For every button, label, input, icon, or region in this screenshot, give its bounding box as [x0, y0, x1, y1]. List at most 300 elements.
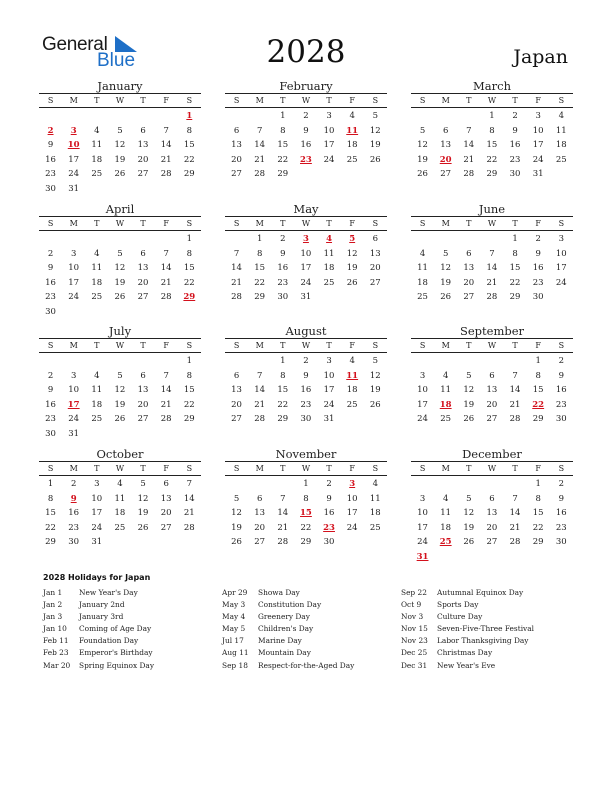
day-cell: 25 — [323, 277, 335, 288]
day-cell — [248, 354, 271, 369]
weekday-label: F — [349, 464, 355, 473]
day-cell: 28 — [183, 522, 195, 533]
weekday-label: S — [372, 219, 379, 228]
day-cell: 9 — [558, 493, 565, 504]
weekday-label: W — [115, 219, 125, 228]
holiday-day-cell: 23 — [323, 522, 335, 533]
month-april — [39, 202, 201, 320]
day-cell: 6 — [256, 493, 263, 504]
day-cell: 16 — [68, 508, 80, 519]
day-cell — [271, 477, 294, 492]
day-cell — [85, 182, 108, 197]
week-row — [225, 232, 387, 247]
day-cell: 15 — [532, 508, 544, 519]
day-cell: 19 — [417, 154, 428, 165]
weekday-label: S — [419, 219, 426, 228]
day-cell: 30 — [277, 292, 289, 303]
day-cell — [527, 550, 550, 565]
day-cell: 23 — [45, 169, 56, 180]
day-cell: 23 — [532, 277, 544, 288]
day-cell: 5 — [140, 479, 146, 489]
day-cell: 21 — [160, 277, 172, 288]
weekday-label: T — [94, 464, 100, 473]
holiday-day-cell: 15 — [300, 508, 312, 519]
holiday-item — [401, 647, 581, 659]
day-cell: 30 — [323, 537, 335, 548]
day-cell: 23 — [555, 399, 567, 410]
day-cell: 14 — [254, 385, 266, 396]
day-cell — [411, 232, 434, 247]
month-name: June — [478, 202, 506, 216]
day-cell — [155, 535, 178, 550]
day-cell: 14 — [183, 493, 195, 504]
holiday-name: Showa Day — [258, 588, 300, 597]
day-cell: 26 — [346, 277, 358, 288]
day-cell: 30 — [300, 414, 312, 425]
day-cell: 13 — [486, 508, 498, 519]
weekday-label: W — [301, 341, 311, 350]
holiday-day-cell: 25 — [439, 537, 452, 548]
holiday-item — [222, 611, 402, 623]
month-name: March — [473, 79, 511, 93]
holiday-item — [401, 599, 581, 611]
day-cell — [132, 354, 155, 369]
day-cell: 20 — [486, 522, 498, 533]
day-cell — [62, 109, 85, 124]
holiday-date: Sep 22 — [401, 588, 427, 597]
weekday-header — [225, 216, 387, 231]
day-cell — [178, 427, 201, 442]
week-row — [225, 167, 387, 182]
day-cell: 11 — [91, 140, 103, 151]
day-cell: 26 — [417, 169, 428, 180]
day-cell: 1 — [535, 479, 541, 489]
holiday-day-cell: 10 — [67, 140, 80, 151]
day-cell: 1 — [256, 234, 263, 244]
day-cell: 25 — [91, 169, 103, 180]
week-row — [39, 182, 201, 197]
day-cell: 9 — [280, 248, 286, 259]
day-cell: 31 — [68, 183, 80, 194]
weekday-label: W — [487, 96, 497, 105]
day-cell: 24 — [68, 414, 80, 425]
day-cell: 23 — [68, 522, 80, 533]
day-cell: 29 — [45, 537, 56, 548]
day-cell: 10 — [346, 493, 358, 504]
day-cell: 8 — [186, 125, 193, 136]
month-name: October — [96, 447, 144, 461]
day-cell: 16 — [45, 154, 56, 165]
holiday-column — [43, 587, 223, 672]
holiday-item — [43, 660, 223, 672]
day-cell: 23 — [45, 414, 56, 425]
day-cell: 4 — [349, 111, 355, 121]
weekday-label: S — [186, 219, 193, 228]
day-cell — [62, 232, 85, 247]
holiday-date: Sep 18 — [222, 660, 248, 670]
week-row — [411, 550, 573, 565]
holiday-column — [401, 587, 581, 672]
holiday-name: Labor Thanksgiving Day — [437, 636, 529, 646]
day-cell: 10 — [68, 385, 80, 396]
day-cell — [108, 535, 131, 550]
day-cell — [225, 109, 248, 124]
day-cell: 30 — [555, 414, 567, 425]
day-cell: 8 — [47, 493, 54, 504]
holiday-name: Children's Day — [258, 624, 314, 634]
day-cell: 14 — [254, 140, 266, 151]
holiday-date: Dec 25 — [401, 648, 428, 658]
holiday-date: Jan 3 — [43, 612, 63, 622]
holiday-name: Greenery Day — [258, 612, 310, 622]
day-cell: 19 — [231, 522, 242, 533]
day-cell: 26 — [463, 414, 475, 425]
day-cell: 6 — [140, 248, 146, 259]
day-cell: 19 — [440, 277, 452, 288]
weekday-label: T — [512, 219, 518, 228]
day-cell: 20 — [137, 277, 149, 288]
month-name: September — [459, 324, 525, 338]
day-cell: 14 — [463, 140, 475, 151]
weekday-label: S — [558, 96, 565, 105]
day-cell — [155, 182, 178, 197]
day-cell: 5 — [466, 493, 472, 504]
day-cell: 27 — [486, 414, 498, 425]
day-cell: 5 — [442, 248, 449, 259]
day-cell: 25 — [91, 292, 103, 303]
day-cell: 8 — [535, 370, 541, 381]
week-row — [39, 261, 201, 276]
weekday-header — [39, 93, 201, 108]
day-cell — [132, 232, 155, 247]
holiday-day-cell: 11 — [346, 370, 359, 381]
day-cell: 31 — [300, 292, 312, 303]
day-cell: 26 — [369, 399, 381, 410]
weekday-label: F — [535, 96, 541, 105]
day-cell: 1 — [186, 356, 193, 366]
week-row — [225, 398, 387, 413]
day-cell: 5 — [372, 356, 379, 366]
week-row — [39, 506, 201, 521]
weekday-label: W — [487, 341, 497, 350]
day-cell: 23 — [45, 292, 56, 303]
holiday-item — [43, 599, 223, 611]
holiday-name: Mountain Day — [258, 648, 311, 658]
day-cell: 26 — [114, 169, 126, 180]
day-cell: 3 — [419, 370, 426, 381]
day-cell: 22 — [254, 277, 266, 288]
weekday-label: S — [186, 96, 193, 105]
weekday-label: S — [186, 464, 193, 473]
day-cell: 18 — [440, 522, 452, 533]
day-cell: 20 — [137, 399, 149, 410]
day-cell: 24 — [323, 399, 335, 410]
holiday-date: Jan 1 — [43, 588, 63, 597]
day-cell: 15 — [532, 385, 544, 396]
month-name: April — [105, 202, 135, 216]
week-row — [411, 506, 573, 521]
day-cell — [550, 167, 573, 182]
weekday-label: F — [349, 219, 355, 228]
day-cell: 24 — [300, 277, 312, 288]
weekday-label: S — [372, 341, 379, 350]
holiday-item — [222, 635, 402, 647]
day-cell — [178, 305, 201, 320]
day-cell — [39, 232, 62, 247]
day-cell — [155, 305, 178, 320]
day-cell: 18 — [91, 277, 103, 288]
day-cell: 27 — [440, 169, 452, 180]
day-cell: 15 — [254, 263, 266, 274]
day-cell: 21 — [254, 399, 266, 410]
week-row — [39, 138, 201, 153]
week-row — [225, 138, 387, 153]
week-row — [39, 247, 201, 262]
holiday-name: Christmas Day — [437, 648, 493, 658]
day-cell — [550, 550, 573, 565]
day-cell: 17 — [323, 140, 335, 151]
day-cell — [457, 477, 480, 492]
day-cell: 2 — [47, 248, 54, 259]
week-row — [39, 354, 201, 369]
week-row — [411, 167, 573, 182]
weekday-label: T — [466, 219, 472, 228]
day-cell: 28 — [160, 292, 172, 303]
holiday-day-cell: 5 — [349, 234, 356, 244]
day-cell — [457, 354, 480, 369]
weekday-label: T — [94, 219, 100, 228]
week-row — [39, 427, 201, 442]
holiday-date: Mar 20 — [43, 660, 71, 670]
day-cell: 11 — [91, 263, 103, 274]
holiday-name: Marine Day — [258, 636, 302, 646]
day-cell: 22 — [532, 522, 544, 533]
holiday-item — [222, 587, 402, 599]
day-cell — [294, 167, 317, 182]
day-cell: 9 — [303, 125, 309, 136]
day-cell: 24 — [555, 277, 567, 288]
day-cell: 4 — [442, 370, 449, 381]
weekday-header — [225, 461, 387, 476]
holiday-day-cell: 20 — [439, 154, 452, 165]
day-cell: 28 — [463, 169, 475, 180]
week-row — [225, 124, 387, 139]
day-cell: 5 — [372, 111, 379, 121]
week-row — [411, 138, 573, 153]
week-row — [411, 492, 573, 507]
holiday-name: Coming of Age Day — [79, 624, 152, 634]
holiday-name: Constitution Day — [258, 600, 322, 610]
weekday-label: T — [140, 464, 146, 473]
weekday-label: S — [558, 341, 565, 350]
day-cell — [411, 477, 434, 492]
day-cell — [85, 232, 108, 247]
week-row — [411, 109, 573, 124]
weekday-header — [225, 93, 387, 108]
day-cell: 18 — [346, 385, 358, 396]
weekday-label: S — [233, 341, 240, 350]
week-row — [411, 383, 573, 398]
day-cell — [248, 477, 271, 492]
day-cell: 11 — [440, 508, 452, 519]
month-february — [225, 79, 387, 182]
day-cell: 17 — [346, 508, 358, 519]
day-cell: 19 — [114, 154, 126, 165]
week-row — [225, 153, 387, 168]
day-cell — [411, 109, 434, 124]
day-cell: 1 — [489, 111, 495, 121]
holiday-date: Apr 29 — [222, 588, 248, 597]
day-cell: 27 — [369, 277, 381, 288]
holiday-date: Feb 23 — [43, 648, 69, 658]
day-cell: 12 — [231, 508, 242, 519]
weekday-label: M — [69, 96, 78, 105]
weekday-label: M — [69, 341, 78, 350]
day-cell: 11 — [91, 385, 103, 396]
weekday-label: W — [115, 96, 125, 105]
day-cell: 19 — [137, 508, 149, 519]
weekday-label: T — [326, 219, 332, 228]
weekday-label: M — [255, 96, 264, 105]
weekday-label: M — [441, 219, 450, 228]
week-row — [39, 109, 201, 124]
day-cell: 15 — [183, 385, 195, 396]
day-cell: 7 — [489, 248, 495, 259]
week-row — [411, 124, 573, 139]
day-cell: 4 — [372, 479, 379, 489]
day-cell: 17 — [68, 154, 80, 165]
week-row — [411, 153, 573, 168]
holiday-date: Aug 11 — [222, 648, 249, 658]
week-row — [39, 492, 201, 507]
week-row — [225, 412, 387, 427]
week-row — [411, 369, 573, 384]
day-cell: 1 — [303, 479, 309, 489]
weekday-label: F — [535, 464, 541, 473]
holiday-day-cell: 11 — [346, 125, 359, 136]
day-cell — [108, 354, 131, 369]
week-row — [225, 506, 387, 521]
weekday-label: S — [558, 219, 565, 228]
day-cell: 28 — [486, 292, 498, 303]
weekday-label: M — [441, 341, 450, 350]
holidays-title: 2028 Holidays for Japan — [43, 573, 151, 582]
day-cell: 11 — [555, 125, 567, 136]
holiday-item — [222, 647, 402, 659]
day-cell: 13 — [463, 263, 475, 274]
holiday-name: Spring Equinox Day — [79, 660, 155, 670]
day-cell: 29 — [254, 292, 266, 303]
day-cell: 16 — [277, 263, 289, 274]
day-cell: 6 — [163, 479, 169, 489]
week-row — [225, 261, 387, 276]
holiday-date: Oct 9 — [401, 600, 422, 610]
day-cell: 27 — [486, 537, 498, 548]
weekday-label: T — [280, 219, 286, 228]
day-cell — [85, 427, 108, 442]
day-cell: 30 — [45, 428, 56, 439]
holiday-date: Nov 3 — [401, 612, 424, 622]
holiday-name: Culture Day — [437, 612, 483, 622]
day-cell: 9 — [535, 248, 541, 259]
holiday-day-cell: 29 — [183, 292, 196, 303]
week-row — [225, 290, 387, 305]
day-cell: 3 — [558, 234, 565, 244]
day-cell — [155, 354, 178, 369]
weekday-label: M — [255, 341, 264, 350]
holiday-name: Seven-Five-Three Festival — [437, 624, 535, 634]
week-row — [225, 383, 387, 398]
month-december — [411, 447, 573, 565]
day-cell: 13 — [369, 248, 381, 259]
day-cell: 23 — [509, 154, 521, 165]
weekday-label: S — [233, 96, 240, 105]
day-cell: 13 — [137, 263, 149, 274]
weekday-label: S — [419, 96, 426, 105]
month-august — [225, 324, 387, 427]
holiday-day-cell: 3 — [70, 125, 77, 136]
day-cell — [85, 354, 108, 369]
month-name: February — [279, 79, 333, 93]
day-cell: 13 — [486, 385, 498, 396]
day-cell — [364, 535, 387, 550]
day-cell — [434, 109, 457, 124]
weekday-label: S — [372, 96, 379, 105]
day-cell: 28 — [231, 292, 242, 303]
week-row — [39, 398, 201, 413]
day-cell: 4 — [419, 248, 426, 259]
holiday-item — [401, 660, 581, 672]
day-cell: 14 — [160, 263, 172, 274]
weekday-label: S — [233, 464, 240, 473]
day-cell: 20 — [137, 154, 149, 165]
holiday-item — [401, 635, 581, 647]
day-cell: 15 — [183, 140, 195, 151]
day-cell — [108, 109, 131, 124]
day-cell: 6 — [466, 248, 472, 259]
month-name: July — [108, 324, 132, 338]
day-cell — [434, 550, 457, 565]
day-cell: 26 — [369, 154, 381, 165]
day-cell: 29 — [532, 414, 544, 425]
day-cell: 8 — [489, 125, 495, 136]
day-cell: 21 — [183, 508, 195, 519]
day-cell: 14 — [509, 385, 521, 396]
day-cell: 10 — [91, 493, 103, 504]
day-cell — [178, 182, 201, 197]
day-cell: 12 — [463, 385, 475, 396]
day-cell: 8 — [280, 370, 286, 381]
day-cell: 23 — [300, 399, 312, 410]
week-row — [39, 383, 201, 398]
day-cell: 19 — [369, 140, 381, 151]
day-cell: 12 — [463, 508, 475, 519]
day-cell — [108, 427, 131, 442]
day-cell: 9 — [512, 125, 518, 136]
month-name: December — [462, 447, 522, 461]
day-cell: 20 — [369, 263, 381, 274]
day-cell — [457, 232, 480, 247]
week-row — [225, 247, 387, 262]
day-cell — [39, 109, 62, 124]
day-cell: 18 — [555, 140, 567, 151]
day-cell: 31 — [532, 169, 544, 180]
holiday-item — [222, 660, 402, 672]
day-cell — [85, 109, 108, 124]
day-cell — [225, 354, 248, 369]
day-cell: 14 — [160, 385, 172, 396]
day-cell: 1 — [47, 479, 54, 489]
